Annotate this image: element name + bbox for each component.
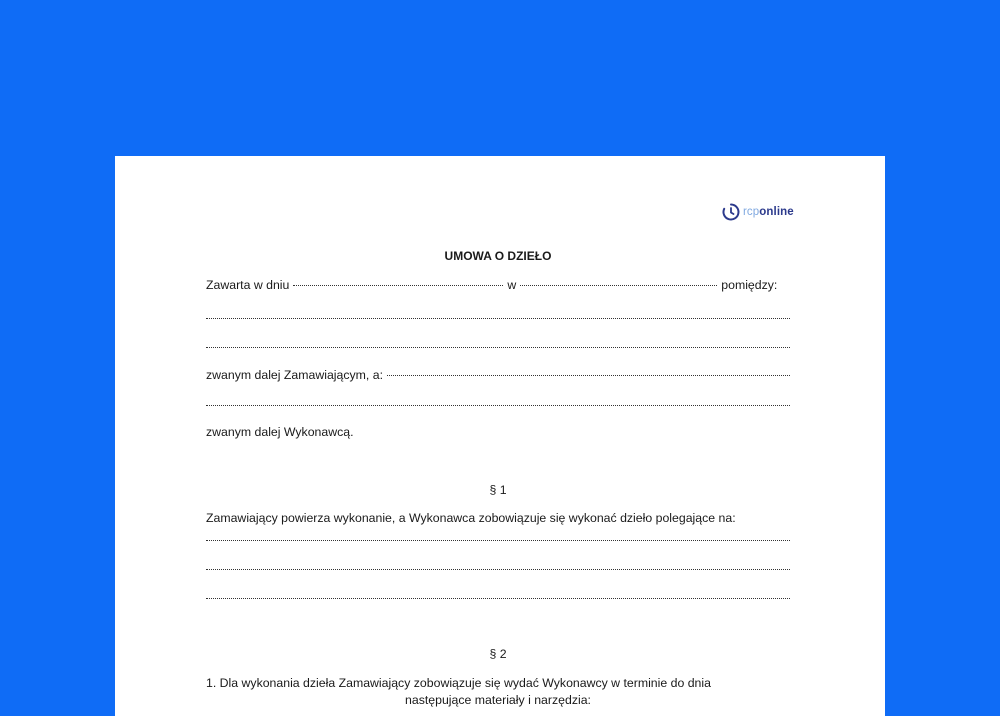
- blank-line: [206, 568, 790, 570]
- logo-text-online: online: [759, 206, 794, 218]
- zamawiajacy-line: [206, 367, 790, 383]
- document-title: UMOWA O DZIEŁO: [444, 249, 552, 263]
- section-2-heading: § 2: [489, 647, 507, 661]
- date-place-line: [206, 277, 790, 293]
- zamawiajacy-blank: [387, 375, 790, 376]
- clock-logo-icon: [721, 202, 741, 222]
- blank-line: [206, 346, 790, 348]
- wykonawca-label: zwanym dalej Wykonawcą.: [206, 425, 354, 439]
- place-blank: [520, 285, 717, 286]
- section-2-item-1-continued: następujące materiały i narzędzia:: [405, 693, 591, 707]
- date-blank: [293, 285, 503, 286]
- section-1-text: Zamawiający powierza wykonanie, a Wykonawca zobowiązuje się wykonać dzieło polegające na:: [206, 511, 736, 525]
- blank-line: [206, 597, 790, 599]
- blank-line: [206, 317, 790, 319]
- zamawiajacy-label: zwanym dalej Zamawiającym, a:: [206, 368, 383, 382]
- blank-line: [206, 539, 790, 541]
- between-label: pomiędzy:: [721, 278, 778, 292]
- section-1-heading: § 1: [489, 483, 507, 497]
- blank-line: [206, 404, 790, 406]
- document-page: [115, 156, 885, 716]
- logo-text-rcp: rcp: [743, 206, 760, 218]
- section-2-item-1: 1. Dla wykonania dzieła Zamawiający zobowiązuje się wydać Wykonawcy w terminie do dnia: [206, 676, 711, 690]
- rcponline-logo: [721, 202, 794, 222]
- date-label: Zawarta w dniu: [206, 278, 290, 292]
- place-label: w: [507, 278, 517, 292]
